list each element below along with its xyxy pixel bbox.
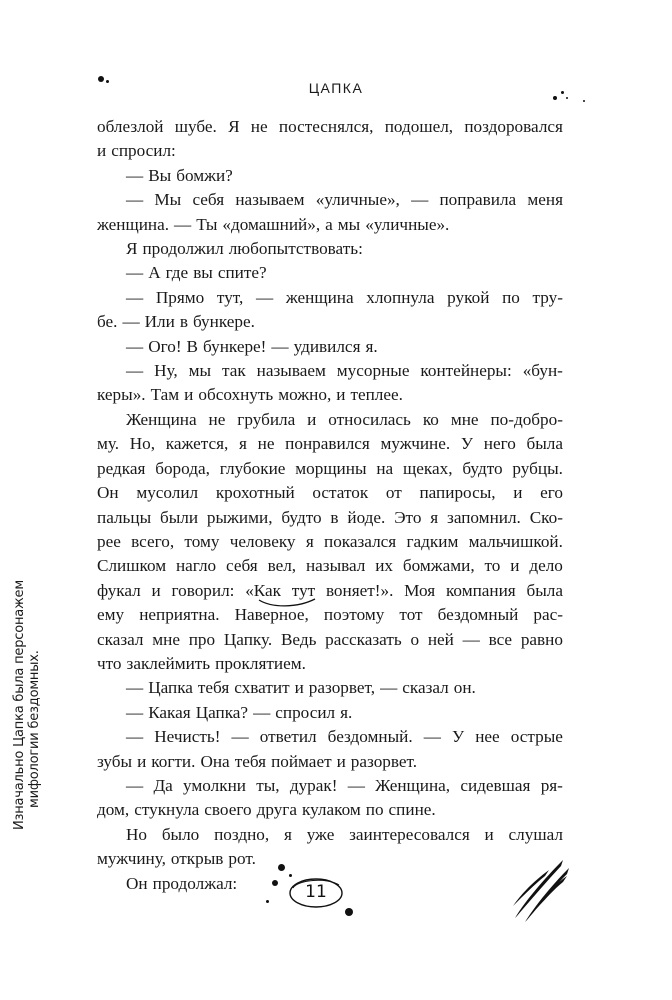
ink-blot-decoration — [266, 900, 269, 903]
text-line: зубы и когти. Она тебя поймает и разорвет. — [97, 751, 418, 771]
text-line: что заклеймить проклятием. — [97, 653, 306, 673]
ink-blot-decoration — [583, 100, 585, 102]
text-line: Я продолжил любопытствовать: — [126, 239, 363, 259]
ink-blot-decoration — [553, 96, 557, 100]
text-line: — Да умолкни ты, дурак! — Женщина, сидевшая ря- — [126, 775, 563, 795]
text-line: Но было поздно, я уже заинтересовался и слушал — [126, 824, 563, 844]
margin-note-line: мифологии бездомных. — [27, 650, 42, 808]
text-line: — Вы бомжи? — [126, 165, 233, 185]
text-line: — Ого! В бункере! — удивился я. — [126, 336, 378, 356]
text-line: облезлой шубе. Я не постеснялся, подошел, поздоровался — [97, 117, 563, 136]
text-line: — Цапка тебя схватит и разорвет, — сказал он. — [126, 678, 476, 698]
text-line: пальцы были рыжими, будто в йоде. Это я запомнил. Ско- — [97, 507, 563, 527]
text-line: женщина. — Ты «домашний», а мы «уличные». — [97, 214, 450, 234]
text-line: фукал и говорил: «Как тут воняет!». Моя компания была — [97, 580, 563, 600]
text-line: Он мусолил крохотный остаток от папиросы, и его — [97, 483, 563, 503]
ink-blot-decoration — [345, 908, 353, 916]
page-number — [287, 876, 345, 910]
text-line: мужчину, открыв рот. — [97, 849, 256, 869]
claw-scratch-icon — [505, 856, 575, 926]
text-line: дом, стукнула своего друга кулаком по спине. — [97, 800, 436, 820]
text-line: — Нечисть! — ответил бездомный. — У нее острые — [126, 727, 563, 747]
body-text — [97, 115, 563, 896]
text-line: Он продолжал: — [126, 873, 238, 893]
ink-blot-decoration — [278, 864, 285, 871]
text-line: ему неприятна. Наверное, поэтому тот бездомный рас- — [97, 605, 563, 625]
handdrawn-underline — [257, 597, 317, 609]
text-line: — Ну, мы так называем мусорные контейнеры: «бун- — [126, 361, 563, 381]
text-line: бе. — Или в бункере. — [97, 312, 255, 332]
ink-blot-decoration — [566, 97, 568, 99]
ink-blot-decoration — [272, 880, 278, 886]
text-line: му. Но, кажется, я не понравился мужчине. У него была — [97, 434, 563, 454]
text-line: и спросил: — [97, 141, 176, 161]
text-line: — Какая Цапка? — спросил я. — [126, 702, 353, 722]
text-line: сказал мне про Цапку. Ведь рассказать о ней — все равно — [97, 629, 563, 649]
margin-note — [12, 580, 42, 830]
text-line: — Мы себя называем «уличные», — поправила меня — [126, 190, 563, 210]
margin-note-line: Изначально Цапка была персонажем — [12, 580, 27, 830]
text-line: — А где вы спите? — [126, 263, 267, 283]
page-number-value: 11 — [305, 882, 327, 902]
text-line: редкая борода, глубокие морщины на щеках, будто рубцы. — [97, 458, 563, 478]
text-line: рее всего, тому человеку я показался гадким мальчишкой. — [97, 531, 563, 551]
text-line: керы». Там и обсохнуть можно, и теплее. — [97, 385, 403, 405]
text-line: Слишком нагло себя вел, называл их бомжами, то и дело — [97, 556, 563, 576]
text-line: Женщина не грубила и относилась ко мне по-добро- — [126, 409, 563, 429]
ink-blot-decoration — [289, 874, 292, 877]
running-header: ЦАПКА — [308, 80, 364, 96]
text-line: — Прямо тут, — женщина хлопнула рукой по тру- — [126, 287, 563, 307]
